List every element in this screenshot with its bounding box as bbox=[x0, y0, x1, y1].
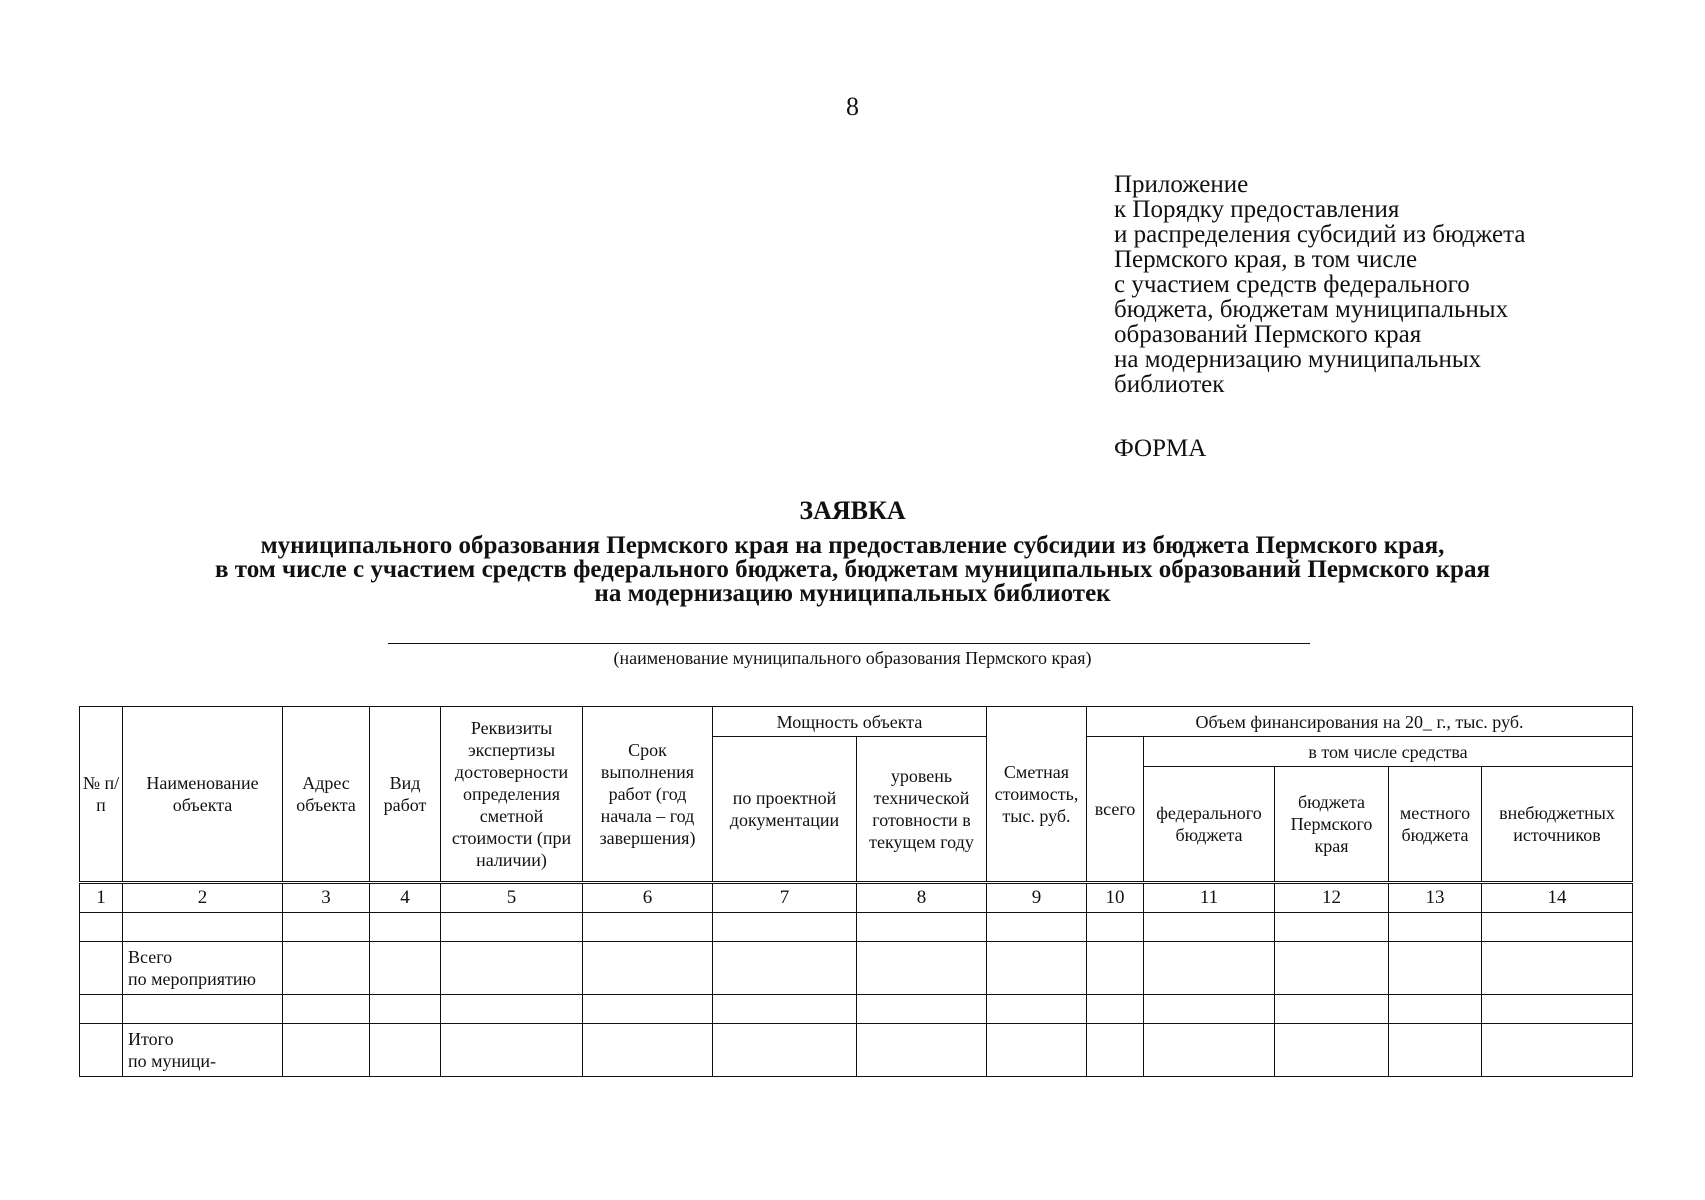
header-capacity: Мощность объекта bbox=[713, 707, 987, 737]
appendix-line: образований Пермского края bbox=[1114, 321, 1422, 348]
appendix-line: Пермского края, в том числе bbox=[1114, 246, 1418, 273]
column-number: 13 bbox=[1389, 883, 1482, 913]
header-local: местного бюджета bbox=[1389, 767, 1482, 883]
header-name: Наименование объекта bbox=[123, 707, 283, 883]
column-number: 14 bbox=[1482, 883, 1633, 913]
appendix-line: Приложение bbox=[1114, 171, 1249, 198]
header-term: Срок выполнения работ (год начала – год завершения) bbox=[583, 707, 713, 883]
header-estimate: Сметная стоимость, тыс. руб. bbox=[987, 707, 1087, 883]
header-work-type: Вид работ bbox=[370, 707, 441, 883]
total-label: Всего по мероприятию bbox=[123, 942, 283, 995]
total-row bbox=[80, 942, 1633, 995]
subtitle-line: в том числе с участием средств федерального бюджета, бюджетам муниципальных образований Пермского края bbox=[215, 556, 1490, 583]
header-financing: Объем финансирования на 20_ г., тыс. руб. bbox=[1087, 707, 1633, 737]
subtitle-line: муниципального образования Пермского края на предоставление субсидии из бюджета Пермского края, bbox=[260, 532, 1445, 559]
header-capacity-project: по проектной документации bbox=[713, 737, 857, 883]
table-row bbox=[80, 913, 1633, 942]
column-number: 12 bbox=[1275, 883, 1389, 913]
form-label: ФОРМА bbox=[1114, 435, 1207, 462]
appendix-block bbox=[1114, 172, 1674, 397]
header-regional: бюджета Пермского края bbox=[1275, 767, 1389, 883]
column-number: 3 bbox=[283, 883, 370, 913]
itogo-row bbox=[80, 1024, 1633, 1077]
header-including: в том числе средства bbox=[1144, 737, 1633, 767]
column-number: 4 bbox=[370, 883, 441, 913]
document-title: ЗАЯВКА bbox=[799, 496, 906, 525]
appendix-line: и распределения субсидий из бюджета bbox=[1114, 221, 1526, 248]
appendix-line: библиотек bbox=[1114, 371, 1225, 398]
column-number: 10 bbox=[1087, 883, 1144, 913]
appendix-line: на модернизацию муниципальных bbox=[1114, 346, 1482, 373]
column-number: 5 bbox=[441, 883, 583, 913]
column-number: 7 bbox=[713, 883, 857, 913]
header-extra: внебюджетных источников bbox=[1482, 767, 1633, 883]
header-expertise: Реквизиты экспертизы достоверности определения сметной стоимости (при наличии) bbox=[441, 707, 583, 883]
document-subtitle bbox=[0, 534, 1705, 606]
column-number: 2 bbox=[123, 883, 283, 913]
application-table bbox=[79, 706, 1633, 1077]
column-number: 8 bbox=[857, 883, 987, 913]
subtitle-line: на модернизацию муниципальных библиотек bbox=[594, 580, 1111, 607]
municipality-name-caption: (наименование муниципального образования Пермского края) bbox=[613, 648, 1092, 668]
table-row bbox=[80, 995, 1633, 1024]
appendix-line: бюджета, бюджетам муниципальных bbox=[1114, 296, 1509, 323]
page-number: 8 bbox=[846, 92, 859, 121]
header-total: всего bbox=[1087, 737, 1144, 883]
header-num: № п/п bbox=[80, 707, 123, 883]
itogo-label: Итого по муници- bbox=[123, 1024, 283, 1077]
column-number: 6 bbox=[583, 883, 713, 913]
column-number-row bbox=[80, 883, 1633, 913]
header-federal: федерального бюджета bbox=[1144, 767, 1275, 883]
municipality-name-line bbox=[388, 643, 1310, 644]
appendix-line: к Порядку предоставления bbox=[1114, 196, 1400, 223]
column-number: 1 bbox=[80, 883, 123, 913]
header-capacity-level: уровень технической готовности в текущем году bbox=[857, 737, 987, 883]
column-number: 11 bbox=[1144, 883, 1275, 913]
appendix-line: с участием средств федерального bbox=[1114, 271, 1470, 298]
column-number: 9 bbox=[987, 883, 1087, 913]
header-address: Адрес объекта bbox=[283, 707, 370, 883]
